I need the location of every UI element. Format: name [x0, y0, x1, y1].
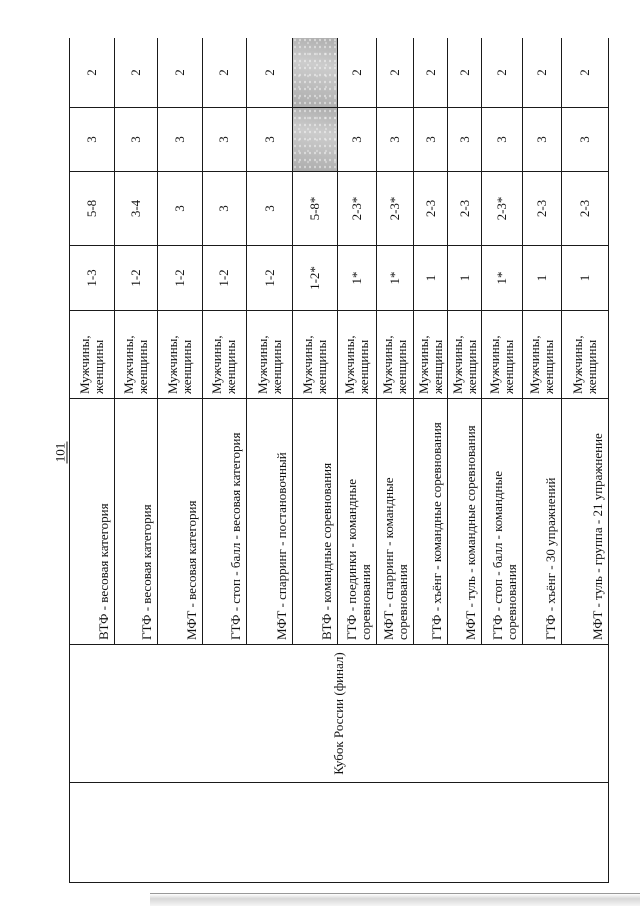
discipline-cell: ГТФ - хъёнг - командные соревнования	[414, 399, 448, 645]
gender-cell: Мужчины, женщины	[376, 311, 413, 399]
value-cell: 2	[522, 38, 561, 108]
places-cell: 1-2	[247, 246, 293, 311]
places-cell: 1-2*	[292, 246, 338, 311]
places-range-cell: 2-3	[448, 172, 482, 246]
empty-column-cell	[70, 783, 609, 883]
places-cell: 1-2	[158, 246, 203, 311]
shaded-cell	[292, 38, 338, 108]
places-range-cell: 2-3	[522, 172, 561, 246]
places-cell: 1	[562, 246, 609, 311]
shaded-cell	[292, 108, 338, 172]
places-cell: 1	[448, 246, 482, 311]
table-row	[70, 38, 115, 883]
gender-cell: Мужчины, женщины	[202, 311, 247, 399]
value-cell: 3	[482, 108, 522, 172]
places-range-cell: 2-3*	[338, 172, 376, 246]
value-cell: 2	[202, 38, 247, 108]
value-cell: 3	[247, 108, 293, 172]
discipline-cell: МФТ - спарринг - командные соревнования	[376, 399, 413, 645]
value-cell: 3	[562, 108, 609, 172]
value-cell: 2	[414, 38, 448, 108]
value-cell: 2	[376, 38, 413, 108]
table-body	[70, 38, 609, 883]
value-cell: 3	[158, 108, 203, 172]
rotated-table-wrapper	[69, 38, 609, 883]
gender-cell: Мужчины, женщины	[562, 311, 609, 399]
value-cell: 2	[158, 38, 203, 108]
value-cell: 2	[247, 38, 293, 108]
gender-cell: Мужчины, женщины	[158, 311, 203, 399]
value-cell: 3	[338, 108, 376, 172]
discipline-cell: МФТ - весовая категория	[158, 399, 203, 645]
rotated-table-sheet	[69, 38, 609, 883]
places-cell: 1-3	[70, 246, 115, 311]
places-range-cell: 3	[158, 172, 203, 246]
gender-cell: Мужчины, женщины	[70, 311, 115, 399]
value-cell: 2	[70, 38, 115, 108]
value-cell: 3	[114, 108, 158, 172]
places-range-cell: 3-4	[114, 172, 158, 246]
places-cell: 1*	[376, 246, 413, 311]
discipline-cell: МФТ - спарринг - постановочный	[247, 399, 293, 645]
value-cell: 3	[70, 108, 115, 172]
gender-cell: Мужчины, женщины	[247, 311, 293, 399]
places-range-cell: 3	[247, 172, 293, 246]
value-cell: 3	[376, 108, 413, 172]
places-range-cell: 2-3	[414, 172, 448, 246]
discipline-cell: ГТФ - весовая категория	[114, 399, 158, 645]
page-number: 101	[52, 442, 68, 463]
value-cell: 2	[482, 38, 522, 108]
places-cell: 1	[522, 246, 561, 311]
discipline-cell: ГТФ - хъёнг - 30 упражнений	[522, 399, 561, 645]
discipline-cell: ВТФ - командные соревнования	[292, 399, 338, 645]
value-cell: 2	[338, 38, 376, 108]
value-cell: 3	[202, 108, 247, 172]
places-range-cell: 5-8*	[292, 172, 338, 246]
places-range-cell: 5-8	[70, 172, 115, 246]
value-cell: 2	[114, 38, 158, 108]
gender-cell: Мужчины, женщины	[292, 311, 338, 399]
discipline-cell: ВТФ - весовая категория	[70, 399, 115, 645]
gender-cell: Мужчины, женщины	[482, 311, 522, 399]
places-cell: 1*	[338, 246, 376, 311]
gender-cell: Мужчины, женщины	[414, 311, 448, 399]
gender-cell: Мужчины, женщины	[338, 311, 376, 399]
value-cell: 2	[448, 38, 482, 108]
scan-page-edge	[150, 893, 640, 906]
competition-name-cell: Кубок России (финал)	[70, 645, 609, 783]
places-range-cell: 3	[202, 172, 247, 246]
discipline-cell: ГТФ - стоп - балл - весовая категория	[202, 399, 247, 645]
places-cell: 1-2	[114, 246, 158, 311]
places-cell: 1*	[482, 246, 522, 311]
discipline-cell: МФТ - туль - группа - 21 упражнение	[562, 399, 609, 645]
gender-cell: Мужчины, женщины	[522, 311, 561, 399]
places-range-cell: 2-3	[562, 172, 609, 246]
places-cell: 1	[414, 246, 448, 311]
discipline-cell: ГТФ - поединки - командные соревнования	[338, 399, 376, 645]
discipline-cell: ГТФ - стоп - балл - командные соревнования	[482, 399, 522, 645]
gender-cell: Мужчины, женщины	[114, 311, 158, 399]
places-range-cell: 2-3*	[482, 172, 522, 246]
value-cell: 3	[522, 108, 561, 172]
places-cell: 1-2	[202, 246, 247, 311]
places-range-cell: 2-3*	[376, 172, 413, 246]
value-cell: 2	[562, 38, 609, 108]
gender-cell: Мужчины, женщины	[448, 311, 482, 399]
value-cell: 3	[448, 108, 482, 172]
results-table	[69, 38, 609, 883]
discipline-cell: МФТ - туль - командные соревнования	[448, 399, 482, 645]
value-cell: 3	[414, 108, 448, 172]
